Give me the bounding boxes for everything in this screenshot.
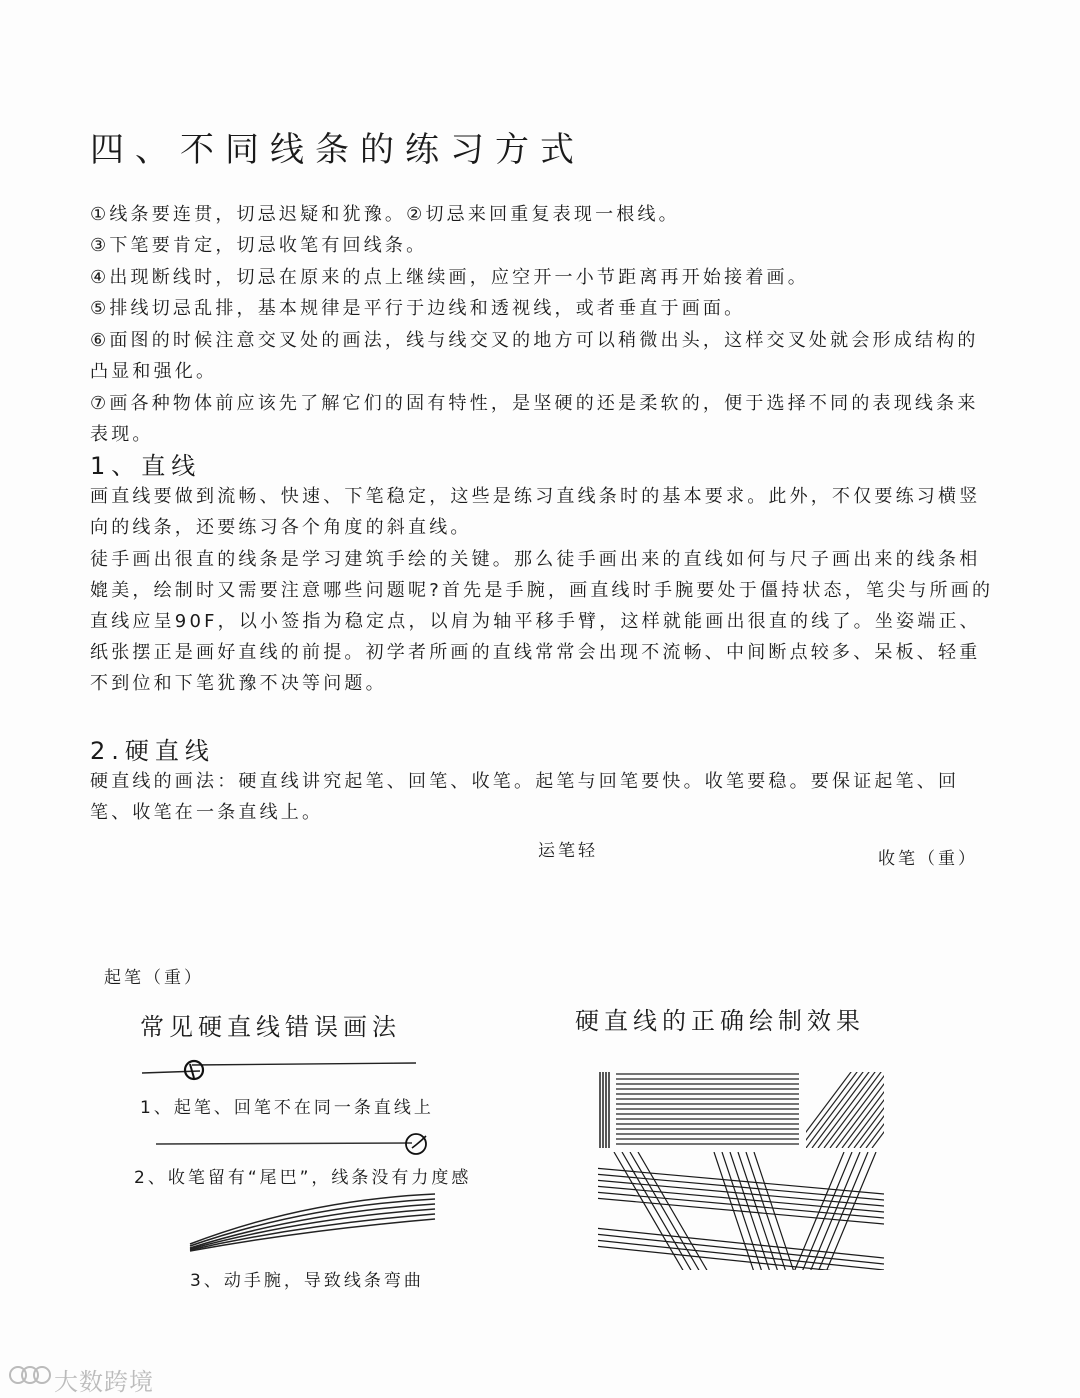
- correct-hatching-illustration: [594, 1068, 886, 1272]
- rule-item: ③下笔要肯定，切忌收笔有回线条。: [90, 235, 428, 256]
- section-paragraph: 硬直线的画法：硬直线讲究起笔、回笔、收笔。起笔与回笔要快。收笔要稳。要保证起笔、回笔、收笔在一条直线上。: [90, 771, 960, 823]
- wrong-line-1-sketch: [140, 1052, 430, 1086]
- rule-item: ⑦画各种物体前应该先了解它们的固有特性，是坚硬的还是柔软的，便于选择不同的表现线条来表现。: [90, 393, 979, 445]
- wrong-item-2: 2、收笔留有“尾巴”，线条没有力度感: [134, 1168, 472, 1188]
- rule-item: ⑤排线切忌乱排，基本规律是平行于边线和透视线，或者垂直于画面。: [90, 298, 746, 319]
- rule-item: ⑥面图的时候注意交叉处的画法，线与线交叉的地方可以稍微出头，这样交叉处就会形成结构的凸显和强化。: [90, 330, 979, 382]
- wrong-item-3: 3、动手腕，导致线条弯曲: [190, 1271, 424, 1291]
- page-title: 四、不同线条的练习方式: [90, 130, 585, 170]
- section-heading: 2.硬直线: [90, 737, 215, 765]
- section-paragraph: 徒手画出很直的线条是学习建筑手绘的关键。那么徒手画出来的直线如何与尺子画出来的线条相媲美，绘制时又需要注意哪些问题呢?首先是手腕，画直线时手腕要处于僵持状态，笔尖与所画的直线应呈90F，以小签指为稳定点，以肩为轴平移手臂，这样就能画出很直的线了。坐姿端正、纸张摆正是画好直线的前提。初学者所画的直线常常会出现不流畅、中间断点较多、呆板、轻重不到位和下笔犹豫不决等问题。: [90, 549, 994, 694]
- right-panel-title: 硬直线的正确绘制效果: [575, 1007, 865, 1035]
- wrong-item-1: 1、起笔、回笔不在同一条直线上: [140, 1098, 434, 1118]
- section-paragraph: 画直线要做到流畅、快速、下笔稳定，这些是练习直线条时的基本要求。此外，不仅要练习横竖向的线条，还要练习各个角度的斜直线。: [90, 486, 981, 538]
- section-heading: 1、直线: [90, 452, 202, 480]
- watermark-logo-icon: [8, 1360, 52, 1390]
- rule-item: ④出现断线时，切忌在原来的点上继续画，应空开一小节距离再开始接着画。: [90, 267, 809, 288]
- diagram-label-middle: 运笔轻: [538, 841, 598, 861]
- diagram-label-start: 起笔（重）: [104, 968, 204, 988]
- wrong-line-2-sketch: [150, 1128, 440, 1162]
- watermark-text: 大数跨境: [54, 1368, 154, 1396]
- diagram-label-end: 收笔（重）: [878, 849, 978, 869]
- left-panel-title: 常见硬直线错误画法: [140, 1013, 401, 1041]
- rule-item: ①线条要连贯，切忌迟疑和犹豫。②切忌来回重复表现一根线。: [90, 204, 680, 225]
- wrong-line-3-sketch: [185, 1192, 445, 1252]
